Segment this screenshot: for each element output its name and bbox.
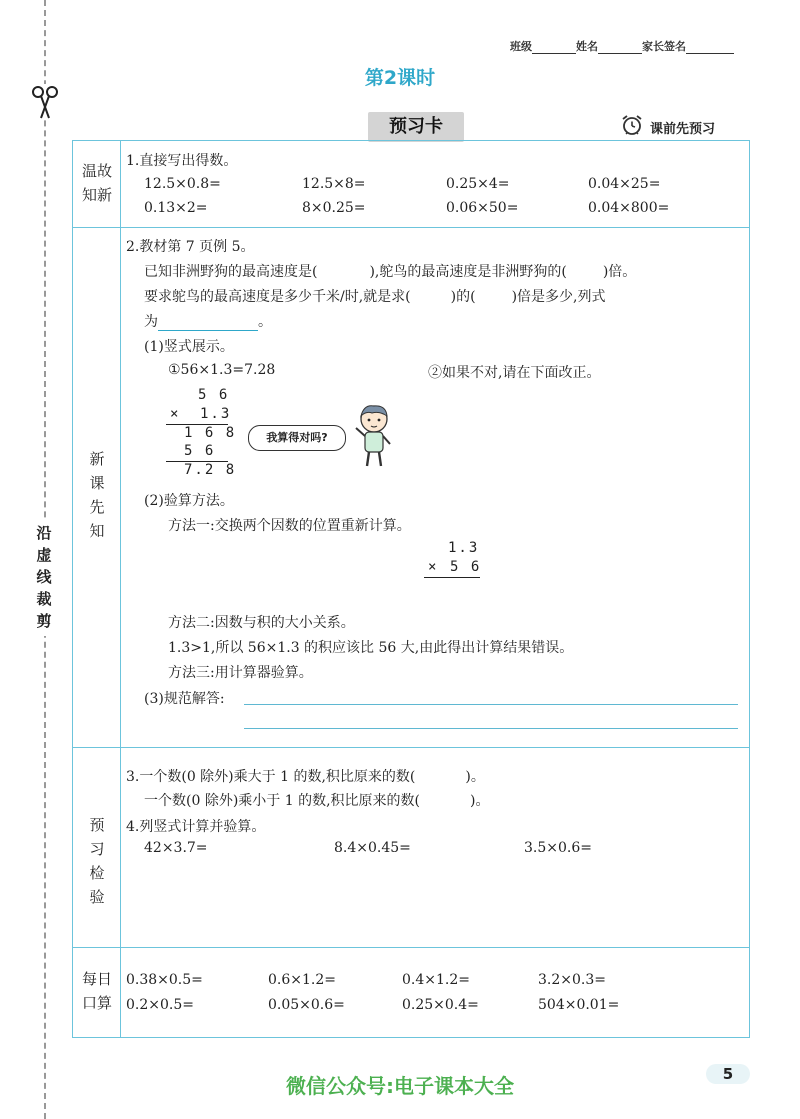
section-label-review-line1: 温故 — [81, 162, 112, 180]
q1-item: 0.04×25= — [588, 176, 661, 192]
daily-item: 0.05×0.6= — [268, 997, 345, 1013]
section-label-new-char: 知 — [89, 522, 105, 540]
q2-title: 2.教材第 7 页例 5。 — [126, 239, 255, 255]
name-label: 姓名 — [576, 40, 598, 53]
class-label: 班级 — [510, 40, 532, 53]
parent-signature-blank[interactable] — [686, 42, 734, 54]
q3-line1-text: 3.一个数(0 除外)乘大于 1 的数,积比原来的数( — [126, 769, 416, 785]
section-label-new-char: 新 — [89, 450, 105, 468]
lesson-title: 第2课时 — [364, 67, 436, 89]
parent-signature-label: 家长签名 — [642, 40, 686, 53]
q3-line2-end: )。 — [470, 793, 490, 809]
q2-sub1-item2: ②如果不对,请在下面改正。 — [428, 365, 601, 381]
q2-line2-part: )的( — [450, 289, 476, 305]
vertical-calc-line — [424, 577, 480, 578]
cut-margin-char: 剪 — [36, 612, 52, 630]
q2-sub2: (2)验算方法。 — [144, 493, 234, 509]
cut-margin-char: 虚 — [36, 546, 52, 564]
q2-line1 — [144, 261, 636, 281]
q1-item: 0.06×50= — [446, 200, 519, 216]
q1-item: 0.13×2= — [144, 200, 208, 216]
q1-item: 0.04×800= — [588, 200, 670, 216]
answer-line[interactable] — [244, 728, 738, 729]
vertical-calc-operator: × — [170, 406, 181, 422]
q2-method1: 方法一:交换两个因数的位置重新计算。 — [168, 518, 411, 534]
q2-method3: 方法三:用计算器验算。 — [168, 665, 313, 681]
section-label-new-char: 先 — [89, 498, 105, 516]
section-label-daily — [73, 967, 121, 1015]
wechat-watermark: 微信公众号:电子课本大全 — [286, 1074, 514, 1098]
section-label-check-char: 习 — [89, 840, 105, 858]
preview-tag — [620, 113, 715, 141]
cut-margin-char: 线 — [36, 568, 52, 586]
q1-item: 12.5×0.8= — [144, 176, 221, 192]
daily-item: 0.25×0.4= — [402, 997, 479, 1013]
q2-line2-part: )倍是多少,列式 — [511, 289, 606, 305]
cut-margin-char: 裁 — [36, 590, 52, 608]
class-blank[interactable] — [532, 42, 576, 54]
q2-method2-detail: 1.3>1,所以 56×1.3 的积应该比 56 大,由此得出计算结果错误。 — [168, 640, 574, 656]
name-blank[interactable] — [598, 42, 642, 54]
daily-item: 0.6×1.2= — [268, 972, 336, 988]
vertical-calc-row: 1.3 — [200, 406, 232, 422]
section-label-review-line2: 知新 — [81, 186, 112, 204]
cut-margin-label — [31, 518, 57, 636]
q2-line1-part: 已知非洲野狗的最高速度是( — [144, 264, 318, 280]
q4-title: 4.列竖式计算并验算。 — [126, 819, 266, 835]
daily-item: 0.38×0.5= — [126, 972, 203, 988]
q2-sub3: (3)规范解答: — [144, 691, 225, 707]
q1-title: 1.直接写出得数。 — [126, 153, 238, 169]
q2-method2: 方法二:因数与积的大小关系。 — [168, 615, 355, 631]
speech-bubble: 我算得对吗? — [248, 425, 346, 451]
q1-item: 0.25×4= — [446, 176, 510, 192]
q2-line3-part: 为 — [144, 314, 158, 330]
section-label-review — [73, 159, 121, 207]
page-number: 5 — [706, 1064, 750, 1084]
vertical-calc-row: 1 6 8 — [184, 425, 237, 441]
vertical-calc-operator: × — [428, 559, 439, 575]
section-divider-3 — [73, 947, 749, 948]
q2-line3 — [144, 311, 272, 331]
formula-blank[interactable] — [158, 317, 258, 331]
daily-item: 0.4×1.2= — [402, 972, 470, 988]
vertical-calc-row: 7.2 8 — [184, 462, 237, 478]
q4-item: 3.5×0.6= — [524, 840, 592, 856]
q2-line3-part: 。 — [258, 314, 272, 330]
q2-line2 — [144, 286, 606, 306]
q2-line1-part: )倍。 — [602, 264, 637, 280]
section-label-check-char: 验 — [89, 888, 105, 906]
q3-line2 — [144, 790, 489, 810]
section-label-check — [73, 813, 121, 909]
alarm-clock-icon — [620, 113, 644, 141]
section-label-daily-line1: 每日 — [81, 970, 112, 988]
boy-cartoon-icon — [352, 402, 396, 472]
q4-item: 8.4×0.45= — [334, 840, 411, 856]
vertical-calc-row: 5 6 — [450, 559, 482, 575]
q2-sub1: (1)竖式展示。 — [144, 339, 234, 355]
preview-tag-text: 课前先预习 — [650, 121, 716, 137]
daily-item: 0.2×0.5= — [126, 997, 194, 1013]
q3-line2-text: 一个数(0 除外)乘小于 1 的数,积比原来的数( — [144, 793, 420, 809]
daily-item: 3.2×0.3= — [538, 972, 606, 988]
section-label-new-char: 课 — [89, 474, 105, 492]
daily-item: 504×0.01= — [538, 997, 620, 1013]
answer-line[interactable] — [244, 704, 738, 705]
q3-line1-end: )。 — [465, 769, 485, 785]
q1-item: 12.5×8= — [302, 176, 366, 192]
section-label-new — [73, 447, 121, 543]
section-divider-1 — [73, 227, 749, 228]
section-label-daily-line2: 口算 — [81, 994, 112, 1012]
section-label-check-char: 预 — [89, 816, 105, 834]
q2-sub1-item1: ①56×1.3=7.28 — [168, 362, 276, 378]
card-title: 预习卡 — [368, 112, 464, 142]
q2-line2-part: 要求鸵鸟的最高速度是多少千米/时,就是求( — [144, 289, 411, 305]
q4-item: 42×3.7= — [144, 840, 208, 856]
student-info-fields — [510, 38, 734, 54]
vertical-calc-row: 1.3 — [448, 540, 480, 556]
vertical-calc-row: 5 6 — [184, 443, 216, 459]
q3-line1 — [126, 766, 485, 786]
q1-item: 8×0.25= — [302, 200, 366, 216]
q2-line1-part: ),鸵鸟的最高速度是非洲野狗的( — [369, 264, 567, 280]
section-label-check-char: 检 — [89, 864, 105, 882]
cut-margin-char: 沿 — [36, 524, 52, 542]
vertical-calc-row: 5 6 — [198, 387, 230, 403]
section-divider-2 — [73, 747, 749, 748]
